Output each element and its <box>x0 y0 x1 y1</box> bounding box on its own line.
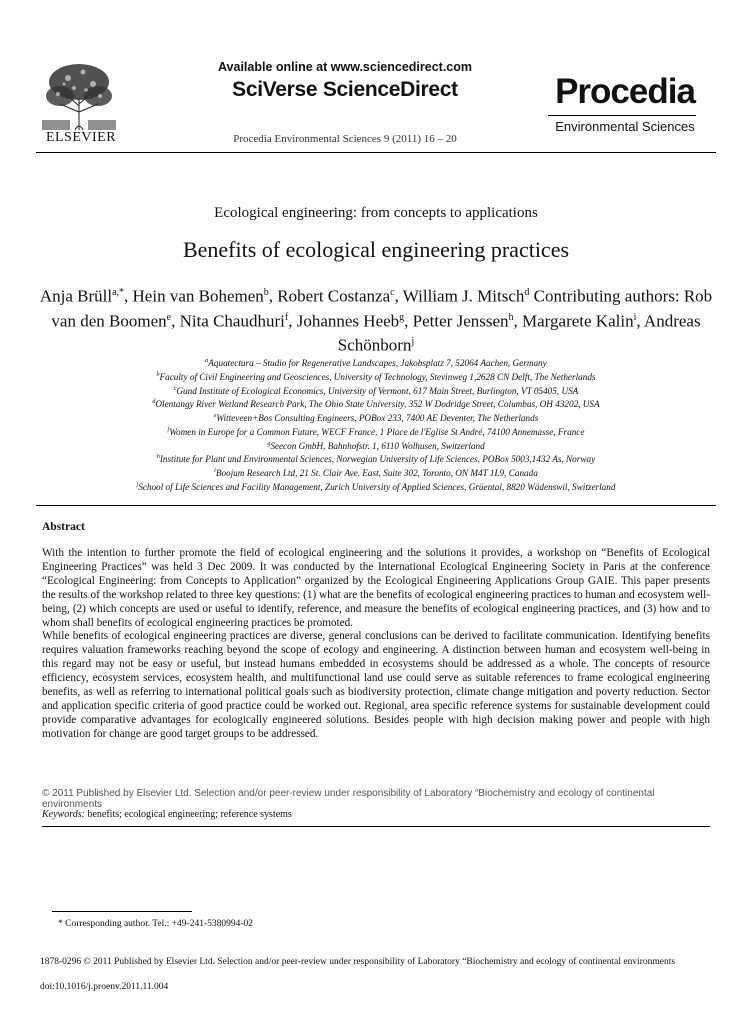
author-affiliation-marker: d <box>524 287 530 298</box>
keywords-label: Keywords: <box>42 809 85 820</box>
author-separator: , <box>636 311 644 331</box>
affiliation-text: Witteveen+Bos Consulting Engineers, POBox 233, 7400 AE Deventer, The Netherlands <box>216 413 539 424</box>
affiliation-marker: g <box>267 440 271 447</box>
author-affiliation-marker: j <box>411 336 415 348</box>
affiliation-text: Gund Institute of Ecological Economics, University of Vermont, 617 Main Street, Burlington, VT 05405, USA <box>176 385 579 396</box>
affiliation <box>36 452 716 466</box>
author-separator: , <box>288 311 297 331</box>
author-name: Rob van den Boomen <box>51 286 713 331</box>
abstract-paragraph: With the intention to further promote the field of ecological engineering and the solutions it provides, a workshop on “Benefits of Ecological Engineering Practices” was held 3 Dec 2009. It was conducted by the International Ecological Engineering Society in Paris at the conference “Ecological Engineering: from Concepts to Application” organized by the Ecological Engineering Applications Group GAIE. This paper presents the results of the workshop related to three key questions: (1) what are the benefits of ecological engineering practices to human and ecosystem well-being, (2) which concepts are used or useful to identify, reference, and measure the benefits of ecological engineering practices, and (3) how and to whom shall benefits of ecological engineering practices be promoted. <box>42 547 710 629</box>
author-affiliation-marker: g <box>399 311 405 323</box>
publisher-name: ELSEVIER <box>45 130 117 145</box>
affiliation <box>36 370 716 384</box>
abstract-paragraph: While benefits of ecological engineering practices are diverse, general conclusions can be derived to facilitate communication. Identifying benefits requires valuation frameworks reaching beyond the scope of ecology and engineering. A distinction between human and ecosystem well-being in this regard may not be easy or useful, but instead humans embedded in ecosystems should be addressed as a whole. The concepts of resource efficiency, ecosystem services, ecosystem health, and multifunctional land use could serve as suitable references to frame ecological engineering benefits, as well as referring to international political goals such as biodiversity protection, climate change mitigation and poverty reduction. Sector and application specific criteria of good practice could be worked out. Regional, area specific reference systems for sustainable development could provide comparative advantages for ecologically engineered solutions. Besides people with high decision making power and people with high motivation for change are good target groups to be addressed. <box>42 630 710 740</box>
affiliation <box>36 439 716 453</box>
author-separator: , <box>394 286 403 306</box>
affiliation <box>36 480 716 494</box>
affiliation-marker: b <box>156 371 160 378</box>
affiliation-marker: j <box>136 481 139 488</box>
affiliation-text: Women in Europe for a Common Future, WECF France, 1 Place de l'Eglise St André, 74100 Annemasse, France <box>169 426 585 437</box>
author-affiliation-marker: b <box>263 287 269 298</box>
platform-name: SciVerse ScienceDirect <box>232 78 458 101</box>
affiliation-text: Faculty of Civil Engineering and Geosciences, University of Technology, Stevinweg 1,2628 CN Delft, The Netherlands <box>159 371 596 382</box>
author-name: Hein van Bohemen <box>132 286 264 306</box>
corresponding-author-footnote: * Corresponding author. Tel.: +49-241-5380994-02 <box>58 919 254 929</box>
affiliation <box>36 397 716 411</box>
keywords-text: benefits; ecological engineering; reference systems <box>84 809 292 820</box>
affiliation-text: Boojum Research Ltd, 21 St. Clair Ave. East, Suite 302, Toronto, ON M4T 1L9, Canada <box>215 468 538 479</box>
affiliation <box>36 466 716 480</box>
doi: doi:10.1016/j.proenv.2011.11.004 <box>40 982 169 992</box>
procedia-brand: Procedia <box>555 72 695 111</box>
affiliation-list <box>36 356 716 494</box>
author-separator: , <box>268 286 278 306</box>
affiliation <box>36 356 716 370</box>
author-affiliation-marker: h <box>508 311 514 323</box>
affiliation <box>36 425 716 439</box>
author-separator: , <box>513 311 523 331</box>
available-online-text: Available online at www.sciencedirect.com <box>217 60 473 74</box>
keywords <box>42 809 292 820</box>
affiliation-marker: f <box>167 426 170 433</box>
author-affiliation-marker: a,* <box>112 287 125 298</box>
affiliation-marker: a <box>205 358 209 364</box>
keywords-divider <box>42 826 710 827</box>
author-separator: , <box>124 286 133 306</box>
author-separator: Contributing authors: <box>529 286 684 306</box>
author-name: Nita Chaudhuri <box>179 311 285 331</box>
abstract-body <box>42 547 710 742</box>
author-affiliation-marker: f <box>284 311 289 323</box>
author-affiliation-marker: e <box>166 311 172 323</box>
author-separator: , <box>404 311 413 331</box>
author-list <box>36 282 716 356</box>
journal-citation: Procedia Environmental Sciences 9 (2011) 16 – 20 <box>233 133 457 145</box>
header-divider <box>36 152 716 153</box>
author-name: William J. Mitsch <box>402 286 525 306</box>
affiliation-marker: h <box>156 454 160 461</box>
affiliation-text: Olentangy River Wetland Research Park, The Ohio State University, 352 W Dodridge Street, Columbus, OH 43202, USA <box>155 399 600 410</box>
author-name: Robert Costanza <box>277 286 391 306</box>
brand-divider <box>548 115 696 116</box>
affiliation-text: Seecon GmbH, Bahnhofstr. 1, 6110 Wolhusen, Switzerland <box>270 440 485 451</box>
overlay-copyright: © 2011 Published by Elsevier Ltd. Selection and/or peer-review under responsibility of Laboratory “Biochemistry and ecology of continental environments <box>42 788 655 810</box>
author-name: Johannes Heeb <box>296 311 400 331</box>
affiliation-text: School of Life Sciences and Facility Management, Zurich University of Applied Sciences, Grüental, 8820 Wädenswil, Switzerland <box>138 481 616 492</box>
affiliation-marker: c <box>173 385 177 392</box>
author-name: Petter Jenssen <box>412 311 509 331</box>
affiliation <box>36 411 716 425</box>
author-affiliation-marker: i <box>633 311 637 323</box>
author-separator: , <box>171 311 180 331</box>
affiliation <box>36 384 716 398</box>
affiliation-text: Aquatectura – Studio for Regenerative Landscapes, Jakobsplatz 7, 52064 Aachen, Germany <box>208 358 547 369</box>
procedia-subtitle: Environmental Sciences <box>555 119 695 134</box>
abstract-heading: Abstract <box>42 521 85 533</box>
author-name: Andreas Schönborn <box>337 311 701 355</box>
affiliation-marker: d <box>152 399 156 406</box>
author-name: Anja Brüll <box>39 286 113 306</box>
author-affiliation-marker: c <box>390 287 395 298</box>
affiliation-text: Institute for Plant and Environmental Sciences, Norwegian University of Life Sciences, POBox 5003,1432 As, Norway <box>159 454 596 465</box>
paper-title: Benefits of ecological engineering practices <box>182 237 570 262</box>
footnote-divider <box>52 911 192 912</box>
abstract-divider <box>36 505 716 506</box>
affiliation-marker: e <box>213 413 217 420</box>
author-name: Margarete Kalin <box>522 311 634 331</box>
elsevier-tree-logo <box>38 60 120 132</box>
footer-copyright: 1878-0296 © 2011 Published by Elsevier Ltd. Selection and/or peer-review under responsibility of Laboratory “Biochemistry and ecology of continental environments <box>40 957 676 967</box>
affiliation-marker: i <box>214 468 216 475</box>
conference-title: Ecological engineering: from concepts to applications <box>214 205 538 221</box>
